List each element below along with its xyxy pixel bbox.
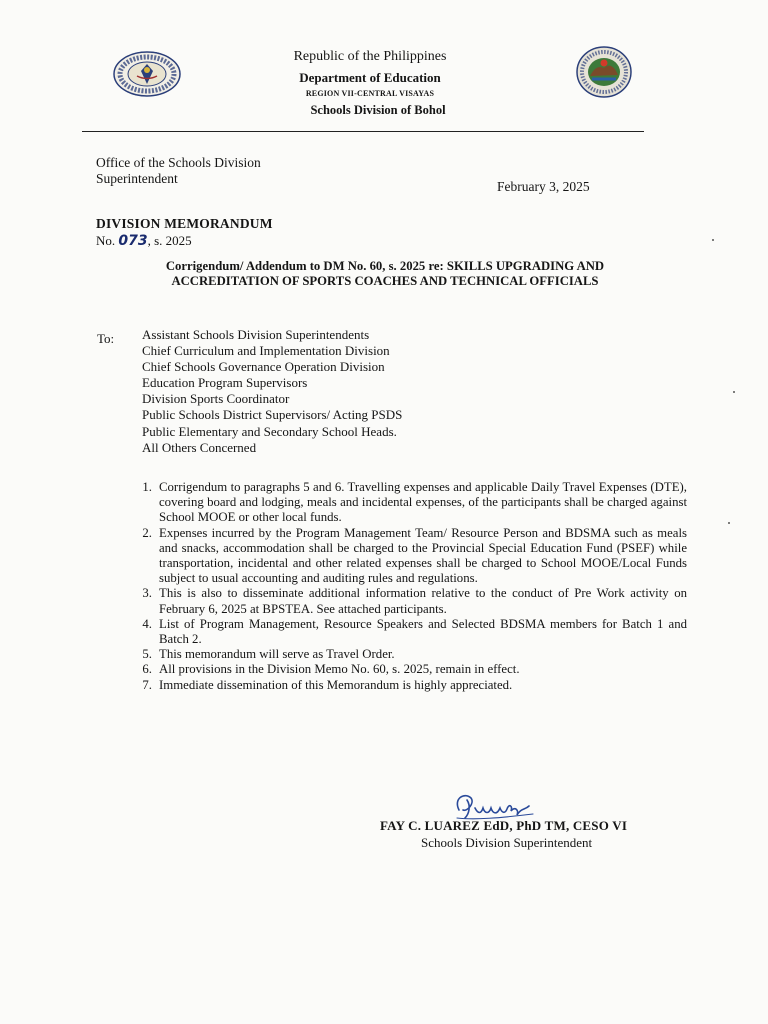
memo-number-handwritten: 073 xyxy=(118,233,148,249)
recipient-list xyxy=(142,327,402,456)
country-name: Republic of the Philippines xyxy=(293,49,447,64)
signatory-name: FAY C. LUAREZ EdD, PhD TM, CESO VI xyxy=(380,818,628,833)
item-number: 5. xyxy=(142,647,152,662)
scan-speck xyxy=(712,239,714,241)
recipient-item: Assistant Schools Division Superintendents xyxy=(142,327,370,342)
item-text: Expenses incurred by the Program Management Team/ Resource Person and BDSMA such as meals and snacks, accommodation shall be charged to the Provincial Special Education Fund (PSEF) while transportation, incidental and other related expenses shall be charged to School MOOE/Local Funds subject to usual accounting and auditing rules and regulations. xyxy=(159,525,687,586)
to-label: To: xyxy=(97,331,115,346)
memo-item xyxy=(132,586,687,616)
memo-item xyxy=(132,617,687,647)
recipient-item: Education Program Supervisors xyxy=(142,375,308,391)
memo-date: February 3, 2025 xyxy=(497,179,590,194)
memo-number xyxy=(96,233,192,249)
division-name: Schools Division of Bohol xyxy=(310,103,446,117)
recipient-item: Public Elementary and Secondary School Heads. xyxy=(142,423,397,439)
memo-item xyxy=(132,647,687,662)
deped-seal-icon xyxy=(113,51,181,97)
recipient-item: All Others Concerned xyxy=(142,439,257,455)
signatory-title: Schools Division Superintendent xyxy=(421,835,593,850)
memo-item xyxy=(132,526,687,587)
memo-number-suffix: , s. 2025 xyxy=(147,233,192,248)
item-text: Immediate dissemination of this Memorandum is highly appreciated. xyxy=(159,677,513,692)
item-text: List of Program Management, Resource Speakers and Selected BDSMA members for Batch 1 and Batch 2. xyxy=(159,616,687,647)
issuing-office: Office of the Schools Division Superintendent xyxy=(96,155,261,186)
memo-item xyxy=(132,480,687,526)
item-text: This memorandum will serve as Travel Order. xyxy=(159,647,395,662)
recipient-item: Public Schools District Supervisors/ Acting PSDS xyxy=(142,407,403,423)
item-text: All provisions in the Division Memo No. 60, s. 2025, remain in effect. xyxy=(159,662,520,677)
division-seal-icon xyxy=(576,46,632,98)
item-number: 7. xyxy=(142,677,152,692)
memo-items xyxy=(132,480,687,693)
recipient-item: Chief Curriculum and Implementation Division xyxy=(142,343,390,359)
item-number: 2. xyxy=(142,525,152,540)
recipient-item: Chief Schools Governance Operation Division xyxy=(142,359,385,375)
item-text: Corrigendum to paragraphs 5 and 6. Travelling expenses and applicable Daily Travel Expenses (DTE), covering board and lodging, meals and incidental expenses, of the participants shall be charged against School MOOE or other local funds. xyxy=(159,480,687,525)
memo-number-prefix: No. xyxy=(96,233,119,248)
memo-item xyxy=(132,662,687,677)
recipient-item: Division Sports Coordinator xyxy=(142,391,290,407)
item-number: 4. xyxy=(142,616,152,631)
item-number: 3. xyxy=(142,586,152,601)
scan-speck xyxy=(733,391,735,393)
memo-title: DIVISION MEMORANDUM xyxy=(96,216,273,231)
item-number: 1. xyxy=(142,480,152,494)
scan-speck xyxy=(728,522,730,524)
item-text: This is also to disseminate additional information relative to the conduct of Pre Work activity on February 6, 2025 at BPSTEA. See attached participants. xyxy=(159,586,687,616)
region-name: REGION VII-CENTRAL VISAYAS xyxy=(305,89,435,98)
header-divider xyxy=(82,131,644,132)
memo-subject: Corrigendum/ Addendum to DM No. 60, s. 2025 re: SKILLS UPGRADING AND ACCREDITATION OF SPORTS COACHES AND TECHNICAL OFFICIALS xyxy=(165,259,605,288)
memo-item xyxy=(132,678,687,693)
department-name: Department of Education xyxy=(299,70,441,85)
item-number: 6. xyxy=(142,662,152,677)
